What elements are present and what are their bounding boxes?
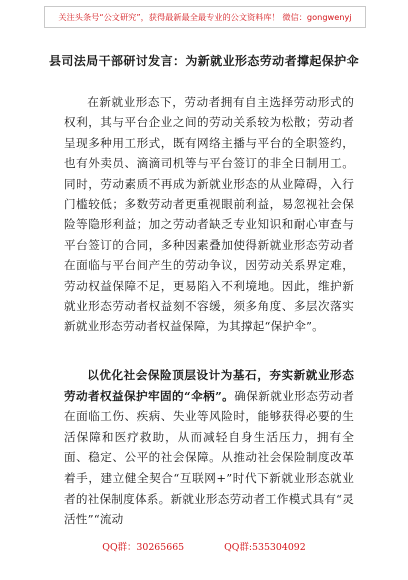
paragraph-1: 在新就业形态下，劳动者拥有自主选择劳动形式的权利，其与平台企业之间的劳动关系较为松散；劳动者呈现多种用工形式，既有网络主播与平台的全职签约，也有外卖员、滴滴司机等与平台签订的非全日制用工。同时，劳动素质不再成为新就业形态的从业障碍，入行门槛较低；多数劳动者更重视眼前利益，易忽视社会保险等隐形利益；加之劳动者缺乏专业知识和耐心审查与平台签订的合同，多种因素叠加使得新就业形态劳动者在面临与平台间产生的劳动争议，因劳动关系界定难，劳动权益保障不足，更易陷入不利境地。因此，维护新就业形态劳动者权益刻不容缓，须多角度、多层次落实新就业形态劳动者权益保障，为其撑起“保护伞”。 (64, 95, 354, 334)
paragraph-2 (64, 365, 354, 530)
qq-group-1: QQ群：30265665 (102, 542, 185, 553)
footer-contact (0, 539, 408, 553)
promo-banner: 关注头条号“公文研究”，获得最新最全最专业的公文资料库！ 微信：gongwenyj (44, 6, 366, 28)
document-title: 县司法局干部研讨发言：为新就业形态劳动者撑起保护伞 (48, 54, 359, 68)
paragraph-2-heading: 以优化社会保险顶层设计为基石，夯实新就业形态劳动者权益保护牢固的“伞柄”。 (64, 368, 354, 403)
qq-group-2: QQ群:535304092 (224, 542, 306, 553)
paragraph-2-body: 确保新就业形态劳动者在面临工伤、疾病、失业等风险时，能够获得必要的生活保障和医疗救助，从而减轻自身生活压力，拥有全面、稳定、公平的社会保障。从推动社会保险制度改革着手，建立健全契合“互联网+”时代下新就业形态就业者的社保制度体系。新就业形态劳动者工作模式具有“灵活性”“流动 (64, 388, 354, 527)
